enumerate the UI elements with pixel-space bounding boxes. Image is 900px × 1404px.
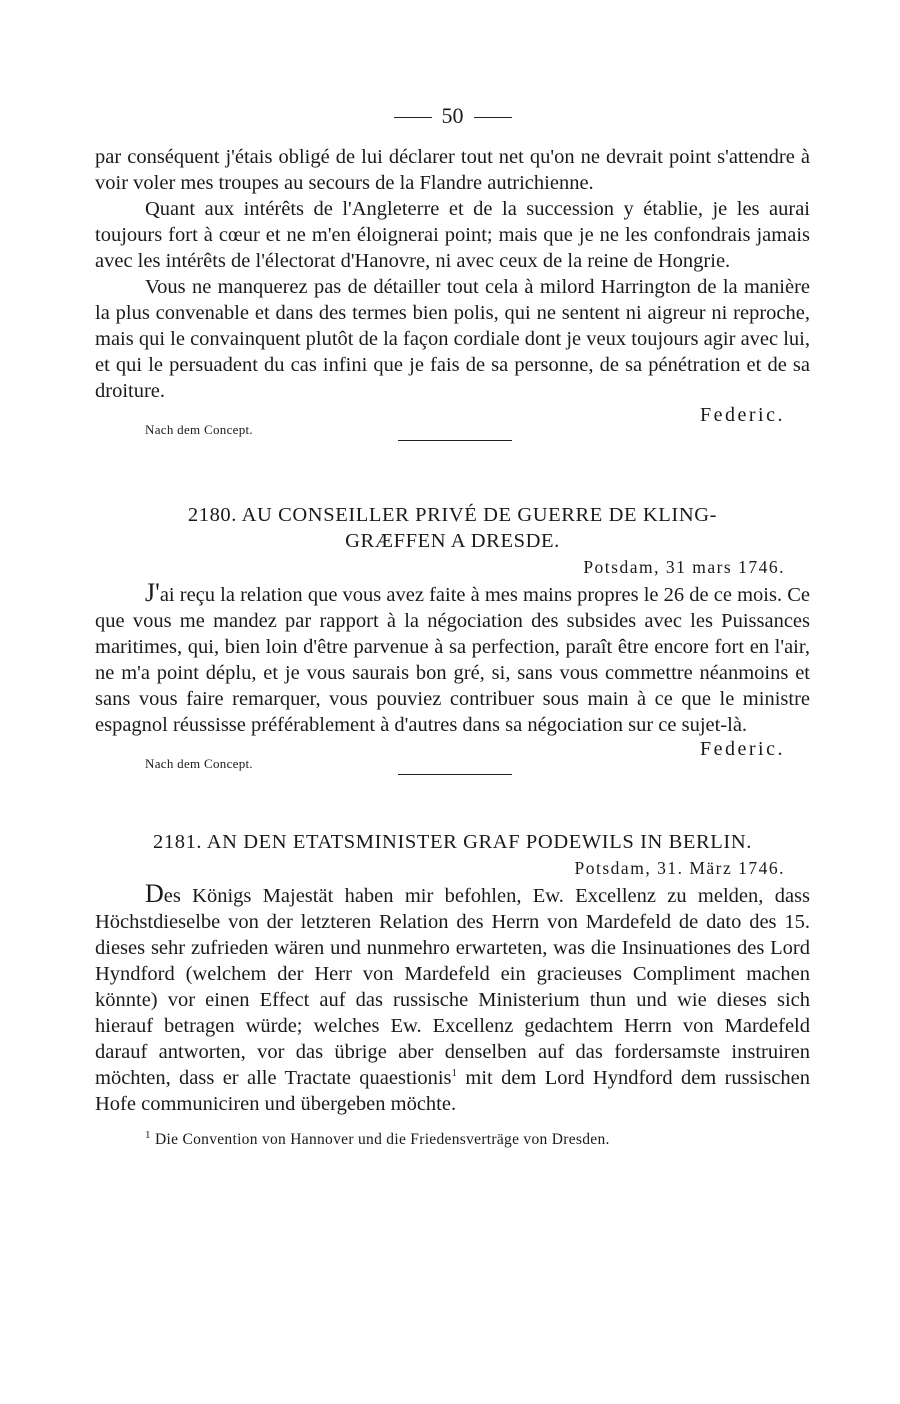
header-dash-left	[394, 117, 432, 118]
footnote-reference: 1	[451, 1067, 458, 1080]
signature: Federic.	[700, 738, 785, 760]
footnote	[95, 1129, 810, 1151]
closing-block-2179	[95, 404, 810, 448]
page-number: 50	[441, 103, 464, 128]
footnote-marker: 1	[145, 1128, 151, 1141]
letter-body-part1: Des Königs Majestät haben mir befohlen, Ew. Excellenz zu melden, dass Höchstdieselbe von der letzteren Relation des Herrn von Mardefeld de dato des 15. dieses sehr zufrieden wären und nunmehro erwarteten, was die Insinuationes des Lord Hyndford (welchem der Herr von Mardefeld ein gracieuses Compliment machen könnte) vor einen Effect auf das russische Ministerium thun und wie dieses sich hierauf betragen würde; welches Ew. Excellenz gedachtem Herrn von Mardefeld darauf antworten, vor das übrige aber denselben auf das fordersamste instruiren möchten, dass er alle Tractate quaestionis	[95, 879, 810, 1089]
page-header	[95, 100, 810, 132]
paragraph-england: Quant aux intérêts de l'Angleterre et de la succession y établie, je les aurai toujours fort à cœur et ne m'en éloignerai point; mais que je ne les confondrais jamais avec les intérêts de l'électorat d'Hanovre, ni avec ceux de la reine de Hongrie.	[95, 198, 810, 272]
letter-title-2181: 2181. AN DEN ETATSMINISTER GRAF PODEWILS IN BERLIN.	[153, 831, 752, 853]
section-divider	[398, 440, 512, 441]
paragraph-harrington: Vous ne manquerez pas de détailler tout cela à milord Harrington de la manière la plus convenable et dans des termes bien polis, qui ne sentent ni aigreur ni reproche, mais qui le convainquent plutôt de la façon cordiale dont je veux toujours agir avec lui, et qui le persuadent du cas infini que je fais de sa personne, de sa pénétration et de sa droiture.	[95, 276, 811, 402]
header-dash-right	[474, 117, 512, 118]
paragraph-continuation: par conséquent j'étais obligé de lui déclarer tout net qu'on ne devrait point s'attendre à voir voler mes troupes au secours de la Flandre autrichienne.	[95, 146, 810, 194]
source-note: Nach dem Concept.	[145, 422, 253, 437]
letter-title-line2: GRÆFFEN A DRESDE.	[345, 530, 560, 552]
source-note: Nach dem Concept.	[145, 756, 253, 771]
letter-body-part2: mit dem Lord Hyndford dem russischen Hofe communiciren und übergeben möchte.	[95, 1067, 810, 1115]
dateline-2181: Potsdam, 31. März 1746.	[574, 858, 785, 878]
section-divider	[398, 774, 512, 775]
footnote-text: Die Convention von Hannover und die Friedensverträge von Dresden.	[155, 1131, 610, 1148]
dateline-2180: Potsdam, 31 mars 1746.	[583, 557, 785, 577]
letter-body-2181	[95, 881, 810, 1117]
letter-body-2180: J'ai reçu la relation que vous avez faite à mes mains propres le 26 de ce mois. Ce que vous me mandez par rapport à la négociation des subsides avec les Puissances maritimes, qui, bien loin d'être parvenue à sa perfection, paraît être encore fort en l'air, ne m'a point déplu, et je vous saurais bon gré, si, sans vous commettre néanmoins et sans vous faire remarquer, vous pouviez contribuer sous main à ce que le ministre espagnol réussisse préférablement à d'autres dans sa négociation sur ce sujet-là.	[95, 578, 810, 736]
letter-title-2180	[95, 502, 810, 554]
closing-block-2180	[95, 738, 810, 782]
signature: Federic.	[700, 404, 785, 426]
letter-title-line1: 2180. AU CONSEILLER PRIVÉ DE GUERRE DE KLING-	[187, 504, 718, 526]
document-page	[95, 100, 810, 1151]
